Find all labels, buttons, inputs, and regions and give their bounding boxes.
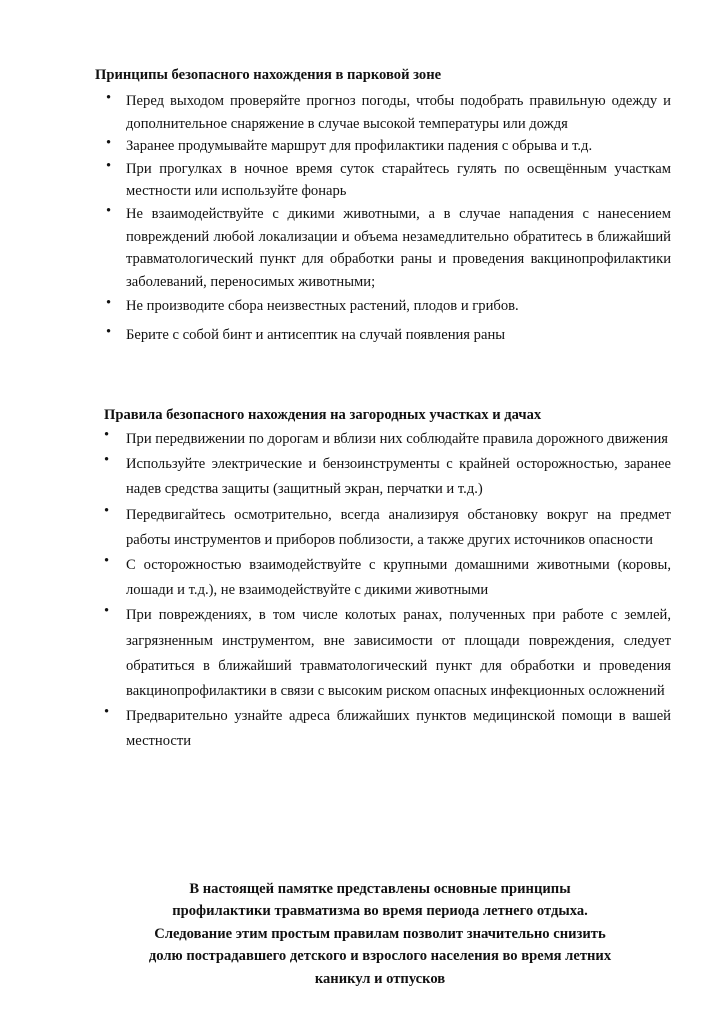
list-item [0, 295, 724, 318]
bullet-icon: • [106, 295, 112, 312]
list-item [0, 603, 724, 704]
list-item [0, 427, 724, 452]
list-item [0, 90, 724, 135]
list-item-text: При прогулках в ночное время суток старайтесь гулять по освещённым участкам местности или используйте фонарь [126, 160, 671, 200]
list-item [0, 324, 724, 347]
list-item-text: При передвижении по дорогам и вблизи них соблюдайте правила дорожного движения [126, 431, 668, 447]
list-item-text: Заранее продумывайте маршрут для профилактики падения с обрыва и т.д. [126, 138, 593, 155]
park-safety-list [0, 90, 724, 347]
section-heading-country: Правила безопасного нахождения на загородных участках и дачах [104, 407, 542, 423]
list-item-text: Передвигайтесь осмотрительно, всегда анализируя обстановку вокруг на предмет работы инструментов и приборов поблизости, а также других источников опасности [126, 506, 671, 548]
list-item [0, 158, 724, 203]
list-item-text: Не взаимодействуйте с дикими животными, а в случае нападения с нанесением повреждений любой локализации и объема незамедлительно обратитесь в ближайший травматологический пункт для обработки раны и проведения вакцинопрофилактики заболеваний, переносимых животными; [126, 205, 671, 290]
bullet-icon: • [106, 135, 112, 152]
country-safety-list [0, 427, 724, 755]
list-item [0, 452, 724, 502]
bullet-icon: • [106, 323, 112, 340]
bullet-icon: • [104, 704, 110, 721]
section-heading-park: Принципы безопасного нахождения в парковой зоне [95, 67, 442, 83]
list-item-text: Берите с собой бинт и антисептик на случай появления раны [126, 326, 506, 343]
bullet-icon: • [104, 452, 110, 469]
bullet-icon: • [104, 603, 110, 620]
list-item-text: При повреждениях, в том числе колотых ранах, полученных при работе с землей, загрязненным инструментом, вне зависимости от площади повреждения, следует обратиться в ближайший травматологический пункт для обработки и проведения вакцинопрофилактики в связи с высоким риском опасных инфекционных осложнений [126, 607, 671, 700]
list-item [0, 704, 724, 754]
closing-line: каникул и отпусков [314, 970, 446, 987]
bullet-icon: • [104, 553, 110, 570]
list-item [0, 135, 724, 158]
closing-line: профилактики травматизма во время периода летнего отдыха. [172, 903, 588, 920]
closing-line: Следование этим простым правилам позволит значительно снизить [154, 925, 606, 942]
list-item-text: Предварительно узнайте адреса ближайших пунктов медицинской помощи в вашей местности [126, 708, 671, 750]
bullet-icon: • [106, 202, 112, 219]
list-item [0, 553, 724, 603]
closing-line: В настоящей памятке представлены основные принципы [189, 881, 571, 897]
closing-note [120, 878, 640, 990]
list-item-text: С осторожностью взаимодействуйте с крупными домашними животными (коровы, лошади и т.д.), не взаимодействуйте с дикими животными [126, 557, 671, 599]
bullet-icon: • [104, 427, 110, 443]
list-item [0, 503, 724, 553]
list-item-text: Перед выходом проверяйте прогноз погоды, чтобы подобрать правильную одежду и дополнительное снаряжение в случае высокой температуры или дождя [126, 93, 671, 132]
bullet-icon: • [104, 502, 110, 519]
closing-line: долю пострадавшего детского и взрослого населения во время летних [148, 948, 612, 965]
list-item [0, 203, 724, 293]
bullet-icon: • [106, 157, 112, 174]
bullet-icon: • [106, 90, 112, 106]
list-item-text: Не производите сбора неизвестных растений, плодов и грибов. [126, 298, 519, 315]
list-item-text: Используйте электрические и бензоинструменты с крайней осторожностью, заранее надев средства защиты (защитный экран, перчатки и т.д.) [126, 456, 671, 498]
